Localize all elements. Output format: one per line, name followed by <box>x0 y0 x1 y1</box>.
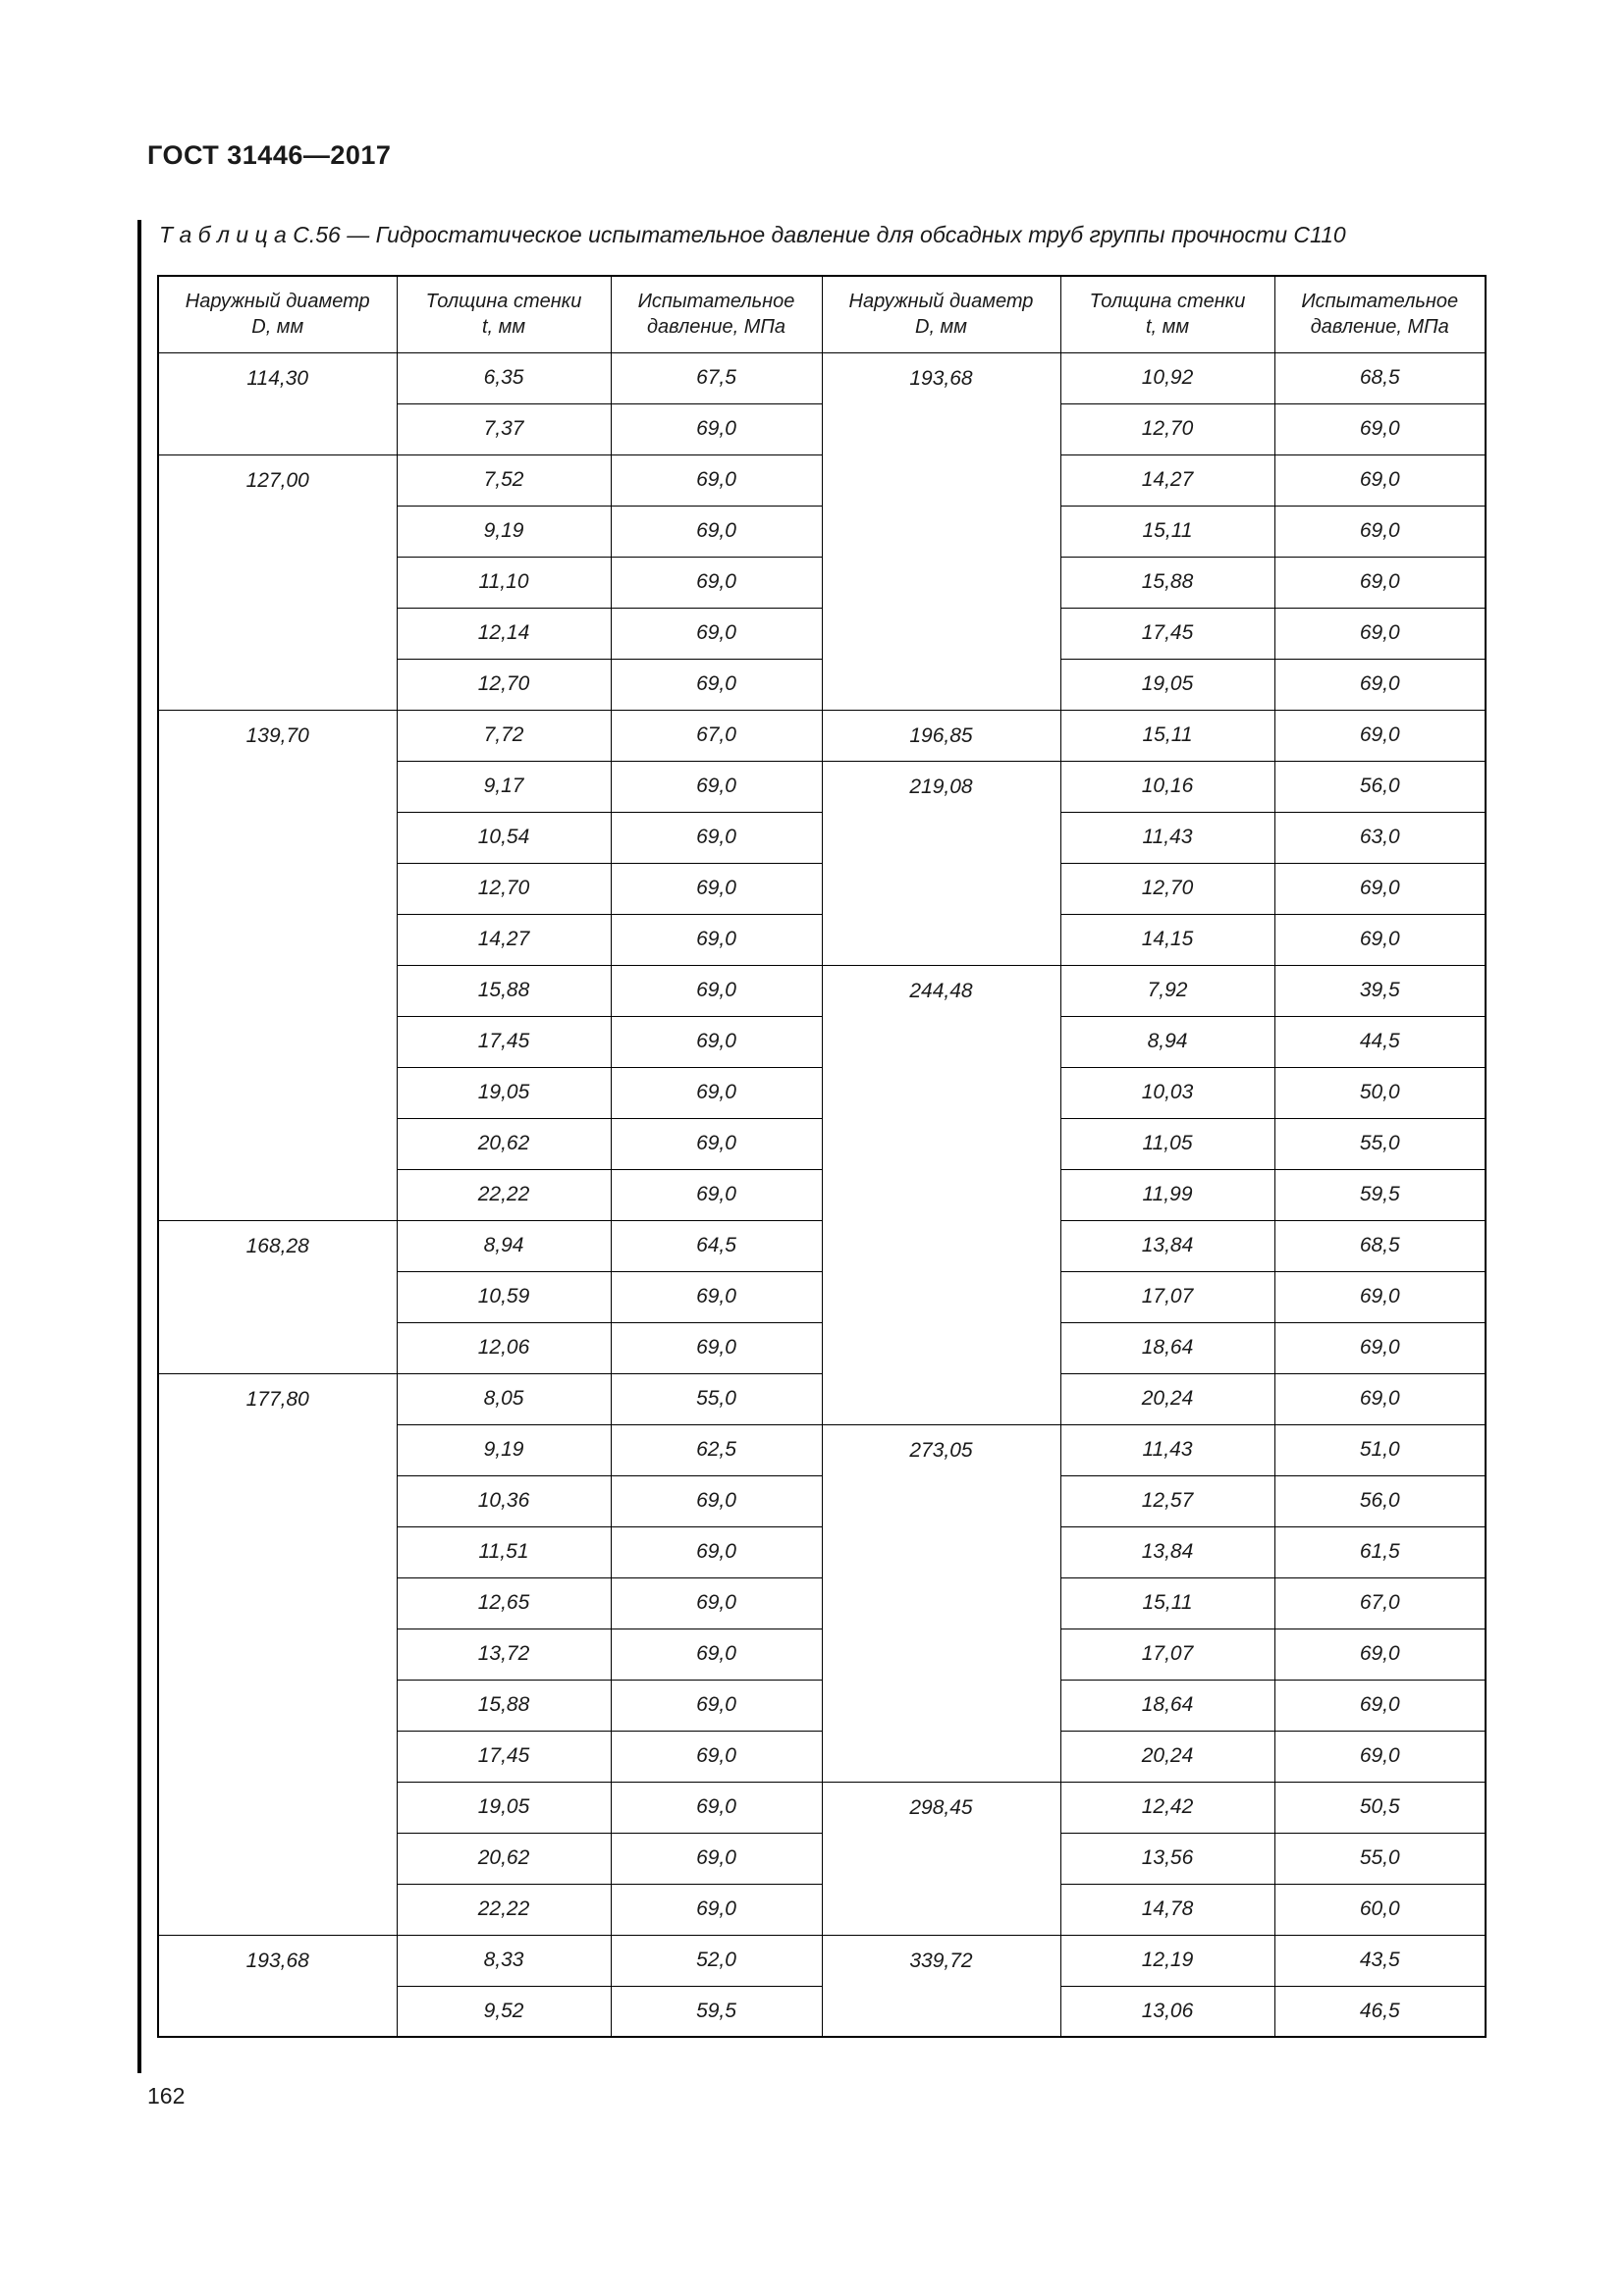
col-header-line: Испытательное <box>1301 291 1459 313</box>
thickness-cell: 7,72 <box>397 710 611 761</box>
thickness-cell: 13,84 <box>1060 1220 1274 1271</box>
thickness-cell: 8,94 <box>397 1220 611 1271</box>
pressure-cell: 59,5 <box>1274 1169 1486 1220</box>
pressure-cell: 69,0 <box>611 659 822 710</box>
table-container <box>157 275 1485 2038</box>
thickness-cell: 8,05 <box>397 1373 611 1424</box>
page-number: 162 <box>147 2083 186 2109</box>
col-header-line: Толщина стенки <box>425 291 582 313</box>
thickness-cell: 14,15 <box>1060 914 1274 965</box>
pressure-cell: 69,0 <box>611 1782 822 1833</box>
table-row <box>158 710 1486 761</box>
thickness-cell: 7,37 <box>397 403 611 454</box>
pressure-cell: 50,0 <box>1274 1067 1486 1118</box>
col-header-line: давление, МПа <box>647 316 785 339</box>
col-header-pressure-left <box>611 276 822 352</box>
thickness-cell: 11,43 <box>1060 1424 1274 1475</box>
pressure-table <box>157 275 1487 2038</box>
diameter-cell: 114,30 <box>158 352 397 454</box>
thickness-cell: 12,14 <box>397 608 611 659</box>
pressure-cell: 69,0 <box>1274 659 1486 710</box>
pressure-cell: 69,0 <box>1274 1680 1486 1731</box>
pressure-cell: 46,5 <box>1274 1986 1486 2037</box>
pressure-cell: 69,0 <box>611 557 822 608</box>
col-header-line: Толщина стенки <box>1089 291 1246 313</box>
thickness-cell: 9,17 <box>397 761 611 812</box>
pressure-cell: 50,5 <box>1274 1782 1486 1833</box>
thickness-cell: 6,35 <box>397 352 611 403</box>
pressure-cell: 56,0 <box>1274 761 1486 812</box>
pressure-cell: 68,5 <box>1274 352 1486 403</box>
thickness-cell: 20,24 <box>1060 1373 1274 1424</box>
thickness-cell: 13,84 <box>1060 1526 1274 1577</box>
diameter-cell: 127,00 <box>158 454 397 710</box>
pressure-cell: 69,0 <box>611 1833 822 1884</box>
thickness-cell: 8,33 <box>397 1935 611 1986</box>
pressure-cell: 69,0 <box>1274 608 1486 659</box>
diameter-cell: 196,85 <box>822 710 1060 761</box>
diameter-cell: 193,68 <box>822 352 1060 710</box>
col-header-thickness-right <box>1060 276 1274 352</box>
pressure-cell: 69,0 <box>1274 1629 1486 1680</box>
table-body <box>158 352 1486 2037</box>
thickness-cell: 9,19 <box>397 506 611 557</box>
pressure-cell: 69,0 <box>611 1271 822 1322</box>
pressure-cell: 60,0 <box>1274 1884 1486 1935</box>
thickness-cell: 22,22 <box>397 1169 611 1220</box>
thickness-cell: 12,42 <box>1060 1782 1274 1833</box>
col-header-line: D, мм <box>915 316 967 339</box>
pressure-cell: 69,0 <box>611 403 822 454</box>
thickness-cell: 13,56 <box>1060 1833 1274 1884</box>
thickness-cell: 12,57 <box>1060 1475 1274 1526</box>
pressure-cell: 68,5 <box>1274 1220 1486 1271</box>
pressure-cell: 69,0 <box>1274 403 1486 454</box>
thickness-cell: 19,05 <box>397 1067 611 1118</box>
change-bar <box>137 220 141 2073</box>
diameter-cell: 219,08 <box>822 761 1060 965</box>
table-row <box>158 1935 1486 1986</box>
thickness-cell: 7,92 <box>1060 965 1274 1016</box>
thickness-cell: 12,70 <box>397 659 611 710</box>
thickness-cell: 10,16 <box>1060 761 1274 812</box>
col-header-line: Наружный диаметр <box>185 291 370 313</box>
pressure-cell: 69,0 <box>611 1629 822 1680</box>
thickness-cell: 12,19 <box>1060 1935 1274 1986</box>
diameter-cell: 244,48 <box>822 965 1060 1424</box>
pressure-cell: 69,0 <box>611 761 822 812</box>
pressure-cell: 61,5 <box>1274 1526 1486 1577</box>
diameter-cell: 273,05 <box>822 1424 1060 1782</box>
document-header: ГОСТ 31446—2017 <box>147 140 392 170</box>
thickness-cell: 7,52 <box>397 454 611 506</box>
pressure-cell: 69,0 <box>1274 1373 1486 1424</box>
pressure-cell: 55,0 <box>1274 1118 1486 1169</box>
thickness-cell: 17,45 <box>397 1016 611 1067</box>
diameter-cell: 139,70 <box>158 710 397 1220</box>
thickness-cell: 11,51 <box>397 1526 611 1577</box>
thickness-cell: 18,64 <box>1060 1680 1274 1731</box>
col-header-line: давление, МПа <box>1310 316 1449 339</box>
pressure-cell: 69,0 <box>611 863 822 914</box>
diameter-cell: 177,80 <box>158 1373 397 1935</box>
pressure-cell: 69,0 <box>611 965 822 1016</box>
pressure-cell: 55,0 <box>1274 1833 1486 1884</box>
table-header <box>158 276 1486 352</box>
pressure-cell: 69,0 <box>1274 1271 1486 1322</box>
pressure-cell: 67,5 <box>611 352 822 403</box>
thickness-cell: 12,70 <box>397 863 611 914</box>
pressure-cell: 69,0 <box>1274 914 1486 965</box>
pressure-cell: 69,0 <box>611 1884 822 1935</box>
thickness-cell: 15,88 <box>1060 557 1274 608</box>
pressure-cell: 51,0 <box>1274 1424 1486 1475</box>
pressure-cell: 67,0 <box>611 710 822 761</box>
thickness-cell: 17,45 <box>1060 608 1274 659</box>
col-header-pressure-right <box>1274 276 1486 352</box>
pressure-cell: 64,5 <box>611 1220 822 1271</box>
pressure-cell: 59,5 <box>611 1986 822 2037</box>
pressure-cell: 44,5 <box>1274 1016 1486 1067</box>
thickness-cell: 11,43 <box>1060 812 1274 863</box>
thickness-cell: 10,36 <box>397 1475 611 1526</box>
pressure-cell: 69,0 <box>611 812 822 863</box>
pressure-cell: 69,0 <box>1274 863 1486 914</box>
pressure-cell: 69,0 <box>611 1118 822 1169</box>
table-header-row <box>158 276 1486 352</box>
col-header-diameter-right <box>822 276 1060 352</box>
thickness-cell: 15,11 <box>1060 506 1274 557</box>
thickness-cell: 9,19 <box>397 1424 611 1475</box>
table-row <box>158 352 1486 403</box>
pressure-cell: 67,0 <box>1274 1577 1486 1629</box>
table-caption: Т а б л и ц а С.56 — Гидростатическое испытательное давление для обсадных труб группы прочности С110 <box>159 222 1346 247</box>
pressure-cell: 69,0 <box>611 1475 822 1526</box>
pressure-cell: 56,0 <box>1274 1475 1486 1526</box>
thickness-cell: 10,54 <box>397 812 611 863</box>
col-header-thickness-left <box>397 276 611 352</box>
thickness-cell: 14,78 <box>1060 1884 1274 1935</box>
pressure-cell: 69,0 <box>611 914 822 965</box>
thickness-cell: 11,10 <box>397 557 611 608</box>
thickness-cell: 8,94 <box>1060 1016 1274 1067</box>
pressure-cell: 69,0 <box>611 1526 822 1577</box>
thickness-cell: 11,99 <box>1060 1169 1274 1220</box>
pressure-cell: 69,0 <box>611 1577 822 1629</box>
diameter-cell: 193,68 <box>158 1935 397 2037</box>
pressure-cell: 69,0 <box>1274 454 1486 506</box>
pressure-cell: 69,0 <box>1274 557 1486 608</box>
pressure-cell: 69,0 <box>611 1680 822 1731</box>
thickness-cell: 20,62 <box>397 1833 611 1884</box>
pressure-cell: 69,0 <box>1274 1322 1486 1373</box>
diameter-cell: 298,45 <box>822 1782 1060 1935</box>
thickness-cell: 13,72 <box>397 1629 611 1680</box>
pressure-cell: 69,0 <box>611 454 822 506</box>
thickness-cell: 17,07 <box>1060 1629 1274 1680</box>
thickness-cell: 12,65 <box>397 1577 611 1629</box>
thickness-cell: 19,05 <box>397 1782 611 1833</box>
pressure-cell: 69,0 <box>611 1322 822 1373</box>
pressure-cell: 69,0 <box>611 608 822 659</box>
thickness-cell: 11,05 <box>1060 1118 1274 1169</box>
col-header-diameter-left <box>158 276 397 352</box>
thickness-cell: 12,06 <box>397 1322 611 1373</box>
thickness-cell: 19,05 <box>1060 659 1274 710</box>
thickness-cell: 15,88 <box>397 1680 611 1731</box>
col-header-line: t, мм <box>1145 316 1190 339</box>
diameter-cell: 168,28 <box>158 1220 397 1373</box>
thickness-cell: 15,11 <box>1060 1577 1274 1629</box>
thickness-cell: 12,70 <box>1060 863 1274 914</box>
thickness-cell: 20,62 <box>397 1118 611 1169</box>
diameter-cell: 339,72 <box>822 1935 1060 2037</box>
col-header-line: D, мм <box>251 316 304 339</box>
col-header-line: t, мм <box>481 316 526 339</box>
pressure-cell: 69,0 <box>611 1016 822 1067</box>
thickness-cell: 14,27 <box>1060 454 1274 506</box>
pressure-cell: 55,0 <box>611 1373 822 1424</box>
thickness-cell: 22,22 <box>397 1884 611 1935</box>
pressure-cell: 39,5 <box>1274 965 1486 1016</box>
thickness-cell: 14,27 <box>397 914 611 965</box>
pressure-cell: 69,0 <box>611 1731 822 1782</box>
pressure-cell: 52,0 <box>611 1935 822 1986</box>
thickness-cell: 10,92 <box>1060 352 1274 403</box>
pressure-cell: 69,0 <box>611 1067 822 1118</box>
thickness-cell: 20,24 <box>1060 1731 1274 1782</box>
pressure-cell: 69,0 <box>611 506 822 557</box>
pressure-cell: 62,5 <box>611 1424 822 1475</box>
thickness-cell: 15,88 <box>397 965 611 1016</box>
pressure-cell: 43,5 <box>1274 1935 1486 1986</box>
thickness-cell: 15,11 <box>1060 710 1274 761</box>
thickness-cell: 13,06 <box>1060 1986 1274 2037</box>
col-header-line: Испытательное <box>637 291 795 313</box>
thickness-cell: 17,45 <box>397 1731 611 1782</box>
thickness-cell: 9,52 <box>397 1986 611 2037</box>
thickness-cell: 12,70 <box>1060 403 1274 454</box>
col-header-line: Наружный диаметр <box>848 291 1034 313</box>
thickness-cell: 18,64 <box>1060 1322 1274 1373</box>
pressure-cell: 69,0 <box>1274 710 1486 761</box>
thickness-cell: 17,07 <box>1060 1271 1274 1322</box>
thickness-cell: 10,59 <box>397 1271 611 1322</box>
pressure-cell: 63,0 <box>1274 812 1486 863</box>
pressure-cell: 69,0 <box>1274 1731 1486 1782</box>
pressure-cell: 69,0 <box>611 1169 822 1220</box>
pressure-cell: 69,0 <box>1274 506 1486 557</box>
thickness-cell: 10,03 <box>1060 1067 1274 1118</box>
